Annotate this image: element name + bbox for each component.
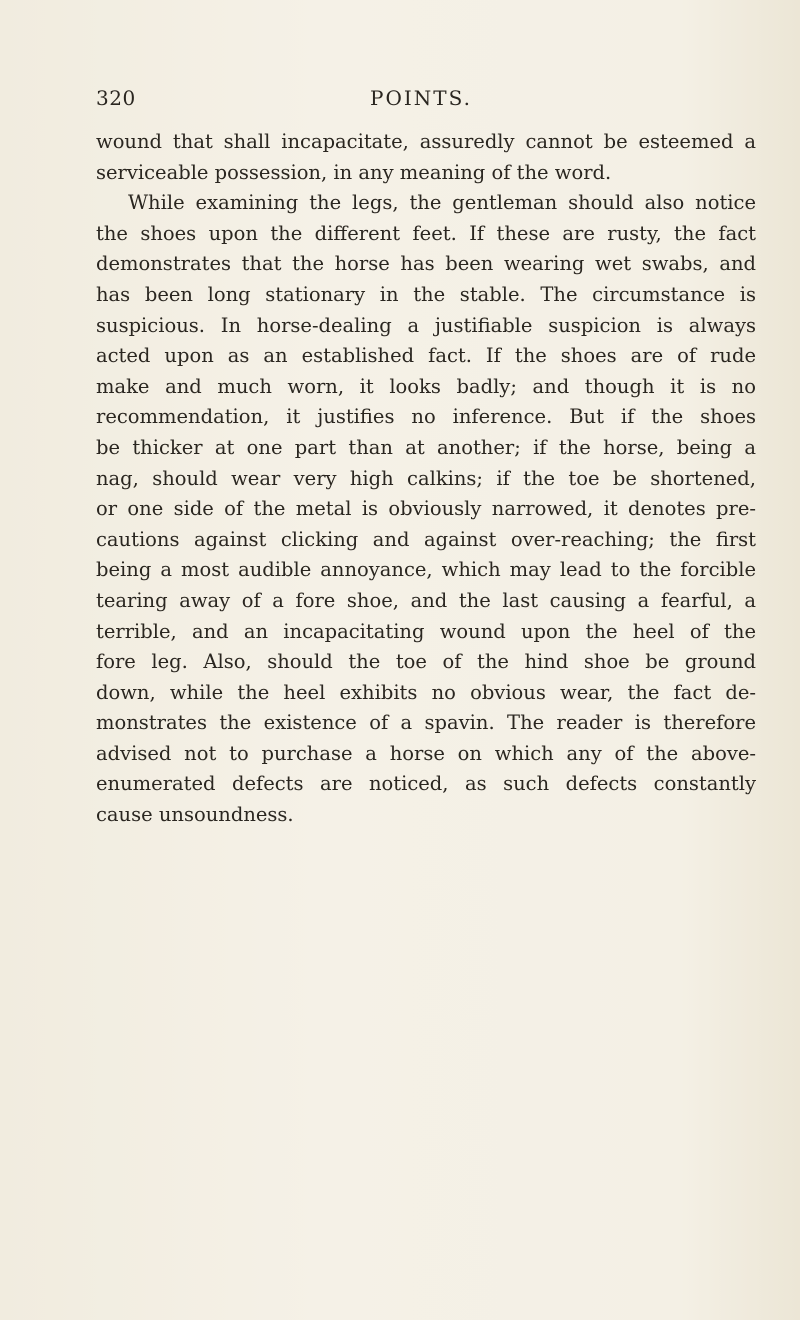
text-line: be thicker at one part than at another; if the horse, being a bbox=[96, 435, 756, 459]
page-header bbox=[96, 86, 746, 114]
text-line: serviceable possession, in any meaning of the word. bbox=[96, 160, 612, 184]
text-line: or one side of the metal is obviously narrowed, it denotes pre- bbox=[96, 497, 756, 521]
text-line: down, while the heel exhibits no obvious wear, the fact de- bbox=[96, 680, 756, 704]
text-line: nag, should wear very high calkins; if the toe be shortened, bbox=[96, 466, 756, 490]
text-line: acted upon as an established fact. If the shoes are of rude bbox=[96, 344, 756, 368]
running-head: POINTS. bbox=[370, 86, 472, 110]
text-line: cautions against clicking and against over-reaching; the first bbox=[96, 527, 756, 551]
text-line: make and much worn, it looks badly; and though it is no bbox=[96, 374, 756, 398]
text-line: wound that shall incapacitate, assuredly cannot be esteemed a bbox=[96, 130, 756, 153]
text-line: the shoes upon the different feet. If these are rusty, the fact bbox=[96, 221, 756, 245]
text-line: demonstrates that the horse has been wearing wet swabs, and bbox=[96, 252, 756, 276]
body-text bbox=[96, 127, 756, 831]
text-line: being a most audible annoyance, which may lead to the forcible bbox=[96, 558, 756, 582]
text-line: advised not to purchase a horse on which any of the above- bbox=[96, 741, 756, 765]
text-line: terrible, and an incapacitating wound upon the heel of the bbox=[96, 619, 756, 643]
text-line: While examining the legs, the gentleman should also notice bbox=[128, 191, 756, 215]
text-line: recommendation, it justifies no inference. But if the shoes bbox=[96, 405, 756, 429]
text-line: fore leg. Also, should the toe of the hind shoe be ground bbox=[96, 650, 756, 674]
text-line: enumerated defects are noticed, as such defects constantly bbox=[96, 772, 756, 796]
text-line: has been long stationary in the stable. The circumstance is bbox=[96, 282, 756, 306]
page-number: 320 bbox=[96, 86, 136, 110]
text-line: monstrates the existence of a spavin. The reader is therefore bbox=[96, 711, 756, 735]
text-line: suspicious. In horse-dealing a justifiable suspicion is always bbox=[96, 313, 756, 337]
text-line: cause unsoundness. bbox=[96, 803, 294, 827]
text-line: tearing away of a fore shoe, and the last causing a fearful, a bbox=[96, 588, 756, 612]
